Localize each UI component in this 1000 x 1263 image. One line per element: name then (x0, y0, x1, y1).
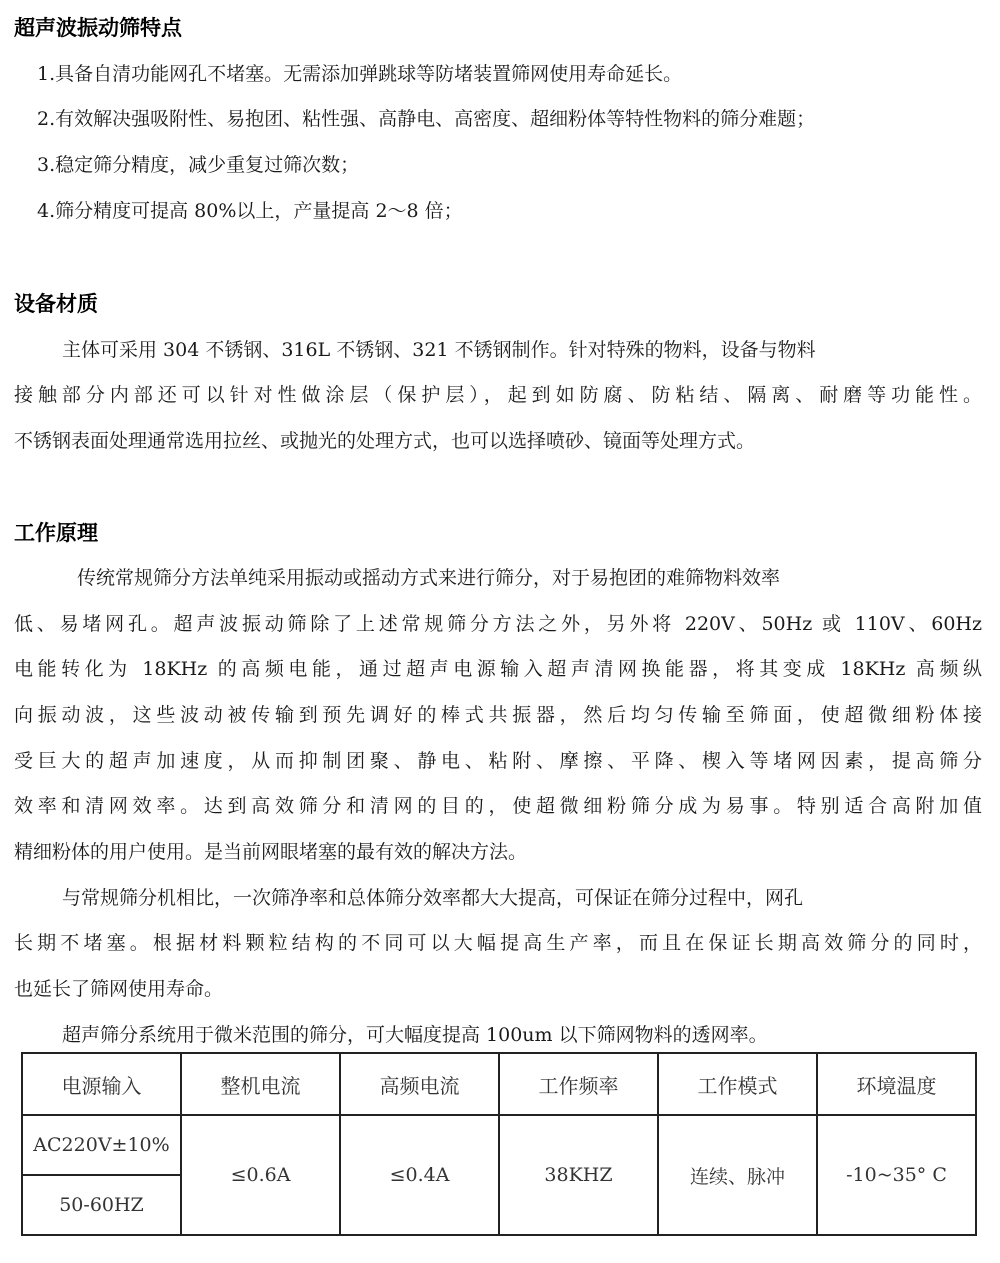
features-heading: 超声波振动筛特点 (14, 16, 182, 40)
spec-header-row (22, 1053, 976, 1115)
principle-line-3: 电能转化为 18KHz 的高频电能，通过超声电源输入超声清网换能器，将其变成 18KHz 高频纵 (14, 658, 982, 680)
feature-item-2: 2.有效解决强吸附性、易抱团、粘性强、高静电、高密度、超细粉体等特性物料的筛分难题； (37, 108, 816, 130)
header-frequency: 工作频率 (499, 1053, 658, 1115)
cell-power-frequency: 50-60HZ (22, 1175, 181, 1235)
principle-line-2: 低、易堵网孔。超声波振动筛除了上述常规筛分方法之外，另外将 220V、50Hz 或 110V、60Hz (14, 613, 982, 635)
cell-frequency: 38KHZ (499, 1115, 658, 1235)
principle-line-1: 传统常规筛分方法单纯采用振动或摇动方式来进行筛分，对于易抱团的难筛物料效率 (77, 567, 781, 589)
principle-line-7: 精细粉体的用户使用。是当前网眼堵塞的最有效的解决方法。 (14, 841, 528, 863)
material-line-3: 不锈钢表面处理通常选用拉丝、或抛光的处理方式，也可以选择喷砂、镜面等处理方式。 (14, 430, 756, 452)
principle-line-11: 超声筛分系统用于微米范围的筛分，可大幅度提高 100um 以下筛网物料的透网率。 (62, 1024, 768, 1046)
principle-line-8: 与常规筛分机相比，一次筛净率和总体筛分效率都大大提高，可保证在筛分过程中，网孔 (62, 887, 804, 909)
principle-line-4: 向振动波，这些波动被传输到预先调好的棒式共振器，然后均匀传输至筛面，使超微细粉体接 (14, 704, 982, 726)
principle-heading: 工作原理 (14, 521, 98, 545)
feature-item-4: 4.筛分精度可提高 80%以上，产量提高 2～8 倍； (37, 200, 463, 222)
principle-line-9: 长期不堵塞。根据材料颗粒结构的不同可以大幅提高生产率，而且在保证长期高效筛分的同时， (14, 932, 982, 954)
header-hf-current: 高频电流 (340, 1053, 499, 1115)
cell-mode: 连续、脉冲 (658, 1115, 817, 1235)
material-heading: 设备材质 (14, 292, 98, 316)
material-line-2: 接触部分内部还可以针对性做涂层（保护层），起到如防腐、防粘结、隔离、耐磨等功能性。 (14, 384, 982, 406)
header-temperature: 环境温度 (817, 1053, 976, 1115)
feature-item-1: 1.具备自清功能网孔不堵塞。无需添加弹跳球等防堵装置筛网使用寿命延长。 (37, 63, 683, 85)
feature-item-3: 3.稳定筛分精度，减少重复过筛次数； (37, 154, 360, 176)
principle-line-5: 受巨大的超声加速度，从而抑制团聚、静电、粘附、摩擦、平降、楔入等堵网因素，提高筛分 (14, 750, 982, 772)
cell-machine-current: ≤0.6A (181, 1115, 340, 1235)
header-mode: 工作模式 (658, 1053, 817, 1115)
cell-hf-current: ≤0.4A (340, 1115, 499, 1235)
header-machine-current: 整机电流 (181, 1053, 340, 1115)
spec-row (22, 1115, 976, 1175)
material-line-1: 主体可采用 304 不锈钢、316L 不锈钢、321 不锈钢制作。针对特殊的物料，设备与物料 (62, 339, 816, 361)
cell-power-voltage: AC220V±10% (22, 1115, 181, 1175)
principle-line-10: 也延长了筛网使用寿命。 (14, 978, 224, 1000)
spec-table (21, 1052, 977, 1236)
principle-line-6: 效率和清网效率。达到高效筛分和清网的目的，使超微细粉筛分成为易事。特别适合高附加值 (14, 795, 982, 817)
header-power-input: 电源输入 (22, 1053, 181, 1115)
cell-temperature: -10~35° C (817, 1115, 976, 1235)
